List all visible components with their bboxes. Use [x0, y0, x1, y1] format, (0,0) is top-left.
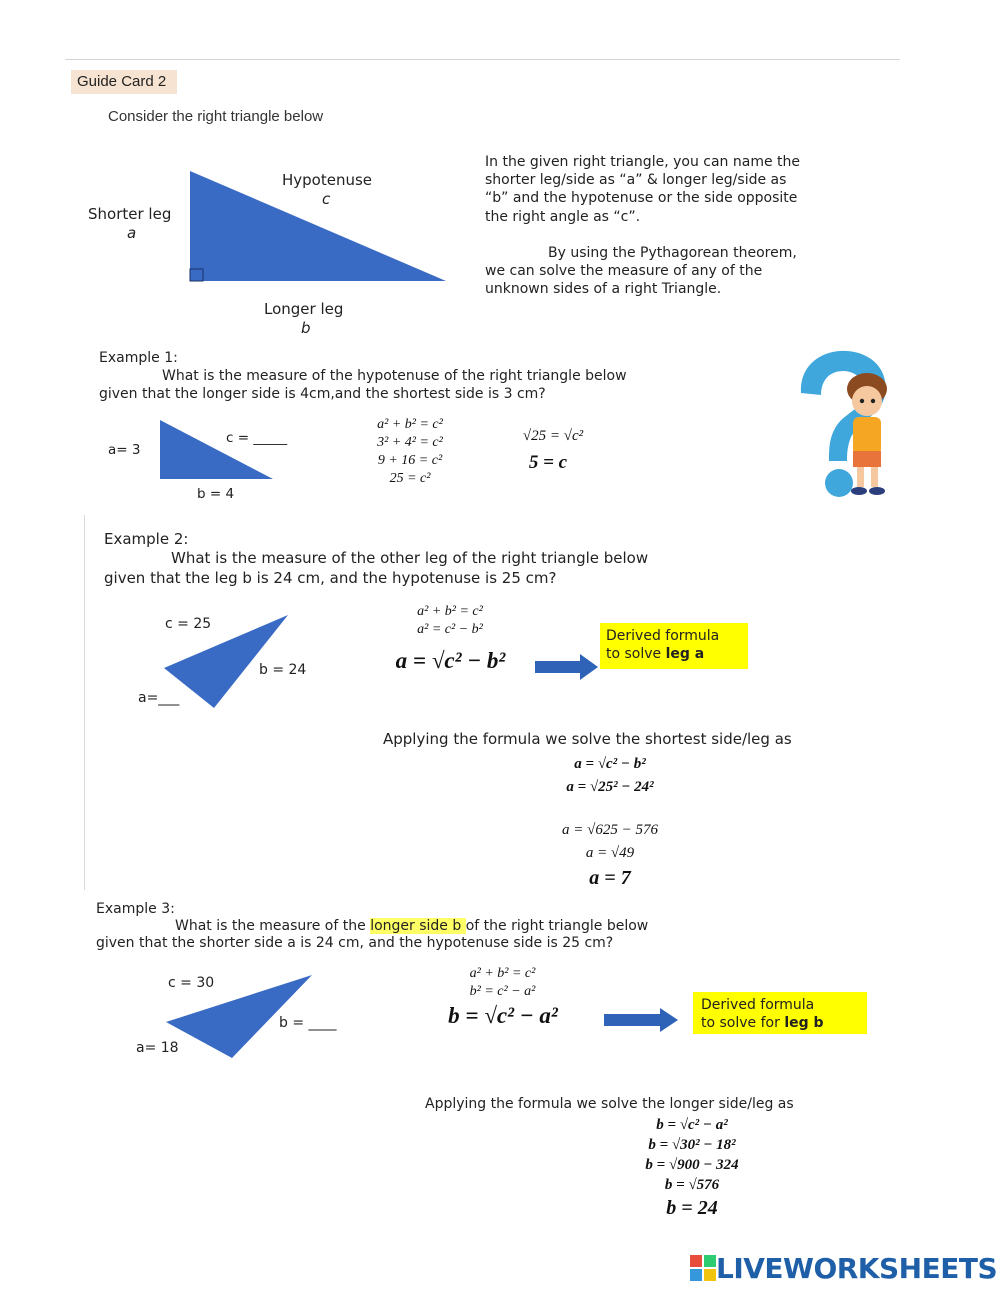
explanation-line: unknown sides of a right Triangle.	[485, 281, 722, 298]
example3-applying-text: Applying the formula we solve the longer side/leg as	[425, 1096, 794, 1112]
example1-a-label: a= 3	[108, 442, 141, 458]
question-mark-dot-icon	[825, 469, 853, 497]
intro-text: Consider the right triangle below	[108, 108, 324, 125]
example1-triangle	[160, 420, 273, 479]
thinking-boy-illustration	[785, 345, 900, 505]
longer-leg-b-label: b	[301, 319, 311, 337]
explanation-line: we can solve the measure of any of the	[485, 263, 763, 280]
example2-arrow-icon	[535, 654, 600, 680]
box-line	[701, 1014, 861, 1032]
example1-b-label: b = 4	[197, 486, 235, 502]
example2-question-line2: given that the leg b is 24 cm, and the hypotenuse is 25 cm?	[104, 569, 557, 587]
example1-answer: 5 = c	[528, 452, 568, 473]
example3-a-label: a= 18	[136, 1040, 179, 1056]
shorter-leg-a-label: a	[127, 224, 137, 242]
boy-shorts	[853, 451, 881, 467]
boy-shoe-left	[851, 487, 867, 495]
example1-equations	[355, 416, 465, 488]
highlighted-text: longer side b	[370, 918, 466, 934]
solution-line: a = √49	[585, 845, 635, 861]
equation-line: 9 + 16 = c²	[377, 453, 443, 468]
box-line	[606, 645, 742, 663]
hypotenuse-c-label: c	[322, 190, 331, 208]
boy-face	[852, 386, 882, 416]
example3-title: Example 3:	[96, 901, 175, 917]
explanation-text	[485, 153, 800, 298]
guide-card-label: Guide Card 2	[71, 70, 177, 94]
example3-equations	[445, 965, 560, 1001]
example3-derived-formula-box	[693, 992, 867, 1034]
example2-title: Example 2:	[104, 530, 189, 548]
example2-formula: a = √c² − b²	[395, 648, 506, 673]
boy-leg-left	[857, 467, 864, 487]
box-line-bold: leg a	[665, 646, 705, 662]
shorter-leg-label: Shorter leg	[88, 205, 172, 223]
box-line: Derived formula	[701, 997, 815, 1013]
example2-a-label: a=___	[138, 690, 180, 706]
longer-leg-label: Longer leg	[264, 300, 344, 318]
example3-arrow-icon	[604, 1008, 680, 1032]
example3-solution	[592, 1115, 792, 1221]
solution-line: a = √625 − 576	[562, 822, 658, 838]
box-line-text: to solve	[606, 646, 666, 662]
solution-line: b = √900 − 324	[645, 1157, 739, 1173]
equation-line: 3² + 4² = c²	[377, 435, 443, 450]
example3-question-line1	[175, 918, 648, 934]
solution-answer: b = 24	[666, 1197, 718, 1219]
question-text: of the right triangle below	[465, 918, 649, 934]
boy-shirt	[853, 417, 881, 455]
example2-derived-formula-box	[600, 623, 748, 669]
boy-eye-right	[871, 399, 875, 403]
equation-line: a² + b² = c²	[469, 966, 536, 981]
boy-leg-right	[871, 467, 878, 487]
example1-question-line2: given that the longer side is 4cm,and the shortest side is 3 cm?	[99, 386, 546, 402]
liveworksheets-logo-text: LIVEWORKSHEETS	[716, 1251, 998, 1285]
example2-question-line1: What is the measure of the other leg of the right triangle below	[171, 549, 649, 567]
example2-solution	[510, 753, 710, 891]
solution-line: b = √30² − 18²	[648, 1137, 736, 1153]
box-line-bold: leg b	[784, 1015, 824, 1031]
question-text: What is the measure of the	[175, 918, 371, 934]
solution-line: b = √c² − a²	[656, 1117, 728, 1133]
solution-line: a = √c² − b²	[574, 756, 646, 772]
example3-c-label: c = 30	[168, 975, 215, 991]
boy-eye-left	[860, 399, 864, 403]
explanation-line: the right angle as “c”.	[485, 208, 641, 225]
example2-c-label: c = 25	[165, 616, 212, 632]
explanation-line: In the given right triangle, you can name the	[485, 154, 800, 170]
equation-line: a² + b² = c²	[377, 417, 443, 432]
liveworksheets-logo-icon	[690, 1255, 716, 1281]
example3-formula: b = √c² − a²	[448, 1003, 558, 1028]
box-line-text: to solve for	[701, 1015, 785, 1031]
equation-line: a² + b² = c²	[417, 604, 483, 619]
boy-shoe-right	[869, 487, 885, 495]
example3-question-line2: given that the shorter side a is 24 cm, and the hypotenuse side is 25 cm?	[96, 935, 614, 951]
solution-line: a = √25² − 24²	[566, 779, 654, 795]
equation-line: a² = c² − b²	[417, 622, 483, 637]
example1-triangle-figure	[155, 415, 280, 485]
example3-b-label: b = ____	[279, 1015, 337, 1031]
example1-sqrt-eq: √25 = √c²	[522, 428, 584, 444]
box-line: Derived formula	[606, 628, 720, 644]
example2-b-label: b = 24	[259, 662, 307, 678]
example1-question-line1: What is the measure of the hypotenuse of the right triangle below	[162, 368, 627, 384]
equation-line: b² = c² − a²	[469, 984, 536, 999]
example2-left-rule	[84, 515, 85, 890]
solution-answer: a = 7	[589, 867, 631, 889]
example1-title: Example 1:	[99, 350, 178, 366]
liveworksheets-logo	[690, 1252, 997, 1284]
example2-applying-text: Applying the formula we solve the shortest side/leg as	[383, 730, 792, 748]
explanation-line: “b” and the hypotenuse or the side opposite	[485, 190, 798, 207]
explanation-line: shorter leg/side as “a” & longer leg/side as	[485, 172, 787, 189]
example2-equations	[395, 603, 505, 639]
hypotenuse-label: Hypotenuse	[282, 171, 373, 189]
explanation-line: By using the Pythagorean theorem,	[548, 244, 797, 261]
top-divider	[65, 59, 900, 60]
example1-c-label: c = _____	[226, 430, 288, 446]
equation-line: 25 = c²	[389, 471, 431, 486]
solution-line: b = √576	[664, 1177, 720, 1193]
